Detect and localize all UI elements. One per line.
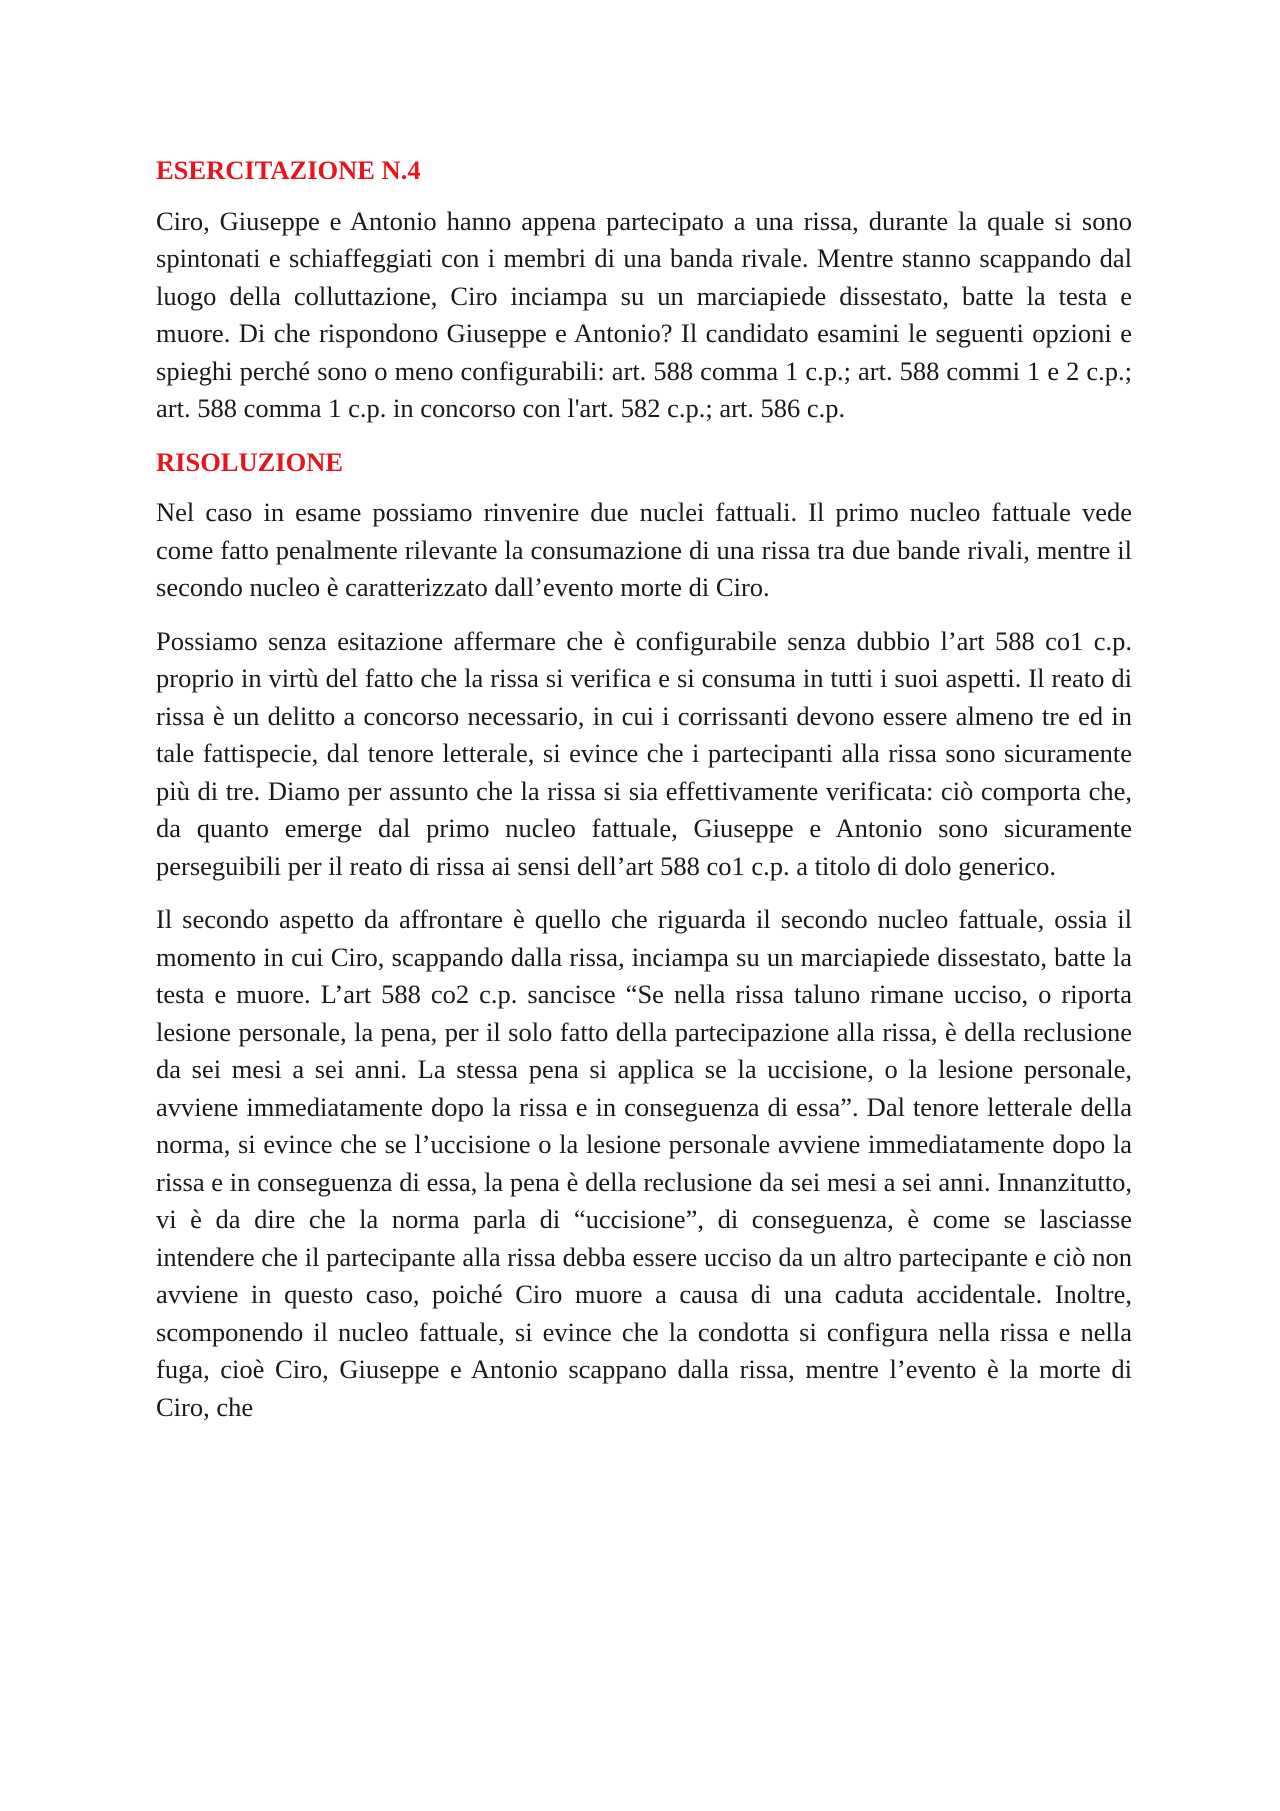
body-paragraph-2: Possiamo senza esitazione affermare che è configurabile senza dubbio l’art 588 co1 c.p. proprio in virtù del fatto che la rissa si verifica e si consuma in tutti i suoi aspetti. Il reato di rissa è un delitto a concorso necessario, in cui i corrissanti devono essere almeno tre ed in tale fattispecie, dal tenore letterale, si evince che i partecipanti alla rissa sono sicuramente più di tre. Diamo per assunto che la rissa si sia effettivamente verificata: ciò comporta che, da quanto emerge dal primo nucleo fattuale, Giuseppe e Antonio sono sicuramente perseguibili per il reato di rissa ai sensi dell’art 588 co1 c.p. a titolo di dolo generico. bbox=[156, 625, 1132, 881]
question-paragraph: Ciro, Giuseppe e Antonio hanno appena partecipato a una rissa, durante la quale si sono spintonati e schiaffeggiati con i membri di una banda rivale. Mentre stanno scappando dal luogo della colluttazione, Ciro inciampa su un marciapiede dissestato, batte la testa e muore. Di che rispondono Giuseppe e Antonio? Il candidato esamini le seguenti opzioni e spieghi perché sono o meno configurabili: art. 588 comma 1 c.p.; art. 588 commi 1 e 2 c.p.; art. 588 comma 1 c.p. in concorso con l'art. 582 c.p.; art. 586 c.p. bbox=[156, 205, 1132, 423]
document-page bbox=[156, 152, 1132, 1442]
document-title: ESERCITAZIONE N.4 bbox=[156, 155, 421, 185]
body-paragraph-3: Il secondo aspetto da affrontare è quello che riguarda il secondo nucleo fattuale, ossia il momento in cui Ciro, scappando dalla rissa, inciampa su un marciapiede dissestato, batte la testa e muore. L’art 588 co2 c.p. sancisce “Se nella rissa taluno rimane ucciso, o riporta lesione personale, la pena, per il solo fatto della partecipazione alla rissa, è della reclusione da sei mesi a sei anni. La stessa pena si applica se la uccisione, o la lesione personale, avviene immediatamente dopo la rissa e in conseguenza di essa”. Dal tenore letterale della norma, si evince che se l’uccisione o la lesione personale avviene immediatamente dopo la rissa e in conseguenza di essa, la pena è della reclusione da sei mesi a sei anni. Innanzitutto, vi è da dire che la norma parla di “uccisione”, di conseguenza, è come se lasciasse intendere che il partecipante alla rissa debba essere ucciso da un altro partecipante e ciò non avviene in questo caso, poiché Ciro muore a causa di una caduta accidentale. Inoltre, scomponendo il nucleo fattuale, si evince che la condotta si configura nella rissa e nella fuga, cioè Ciro, Giuseppe e Antonio scappano dalla rissa, mentre l’evento è la morte di Ciro, che bbox=[156, 904, 1132, 1422]
body-paragraph-1: Nel caso in esame possiamo rinvenire due nuclei fattuali. Il primo nucleo fattuale vede come fatto penalmente rilevante la consumazione di una rissa tra due bande rivali, mentre il secondo nucleo è caratterizzato dall’evento morte di Ciro. bbox=[156, 497, 1132, 602]
solution-heading: RISOLUZIONE bbox=[156, 446, 344, 477]
